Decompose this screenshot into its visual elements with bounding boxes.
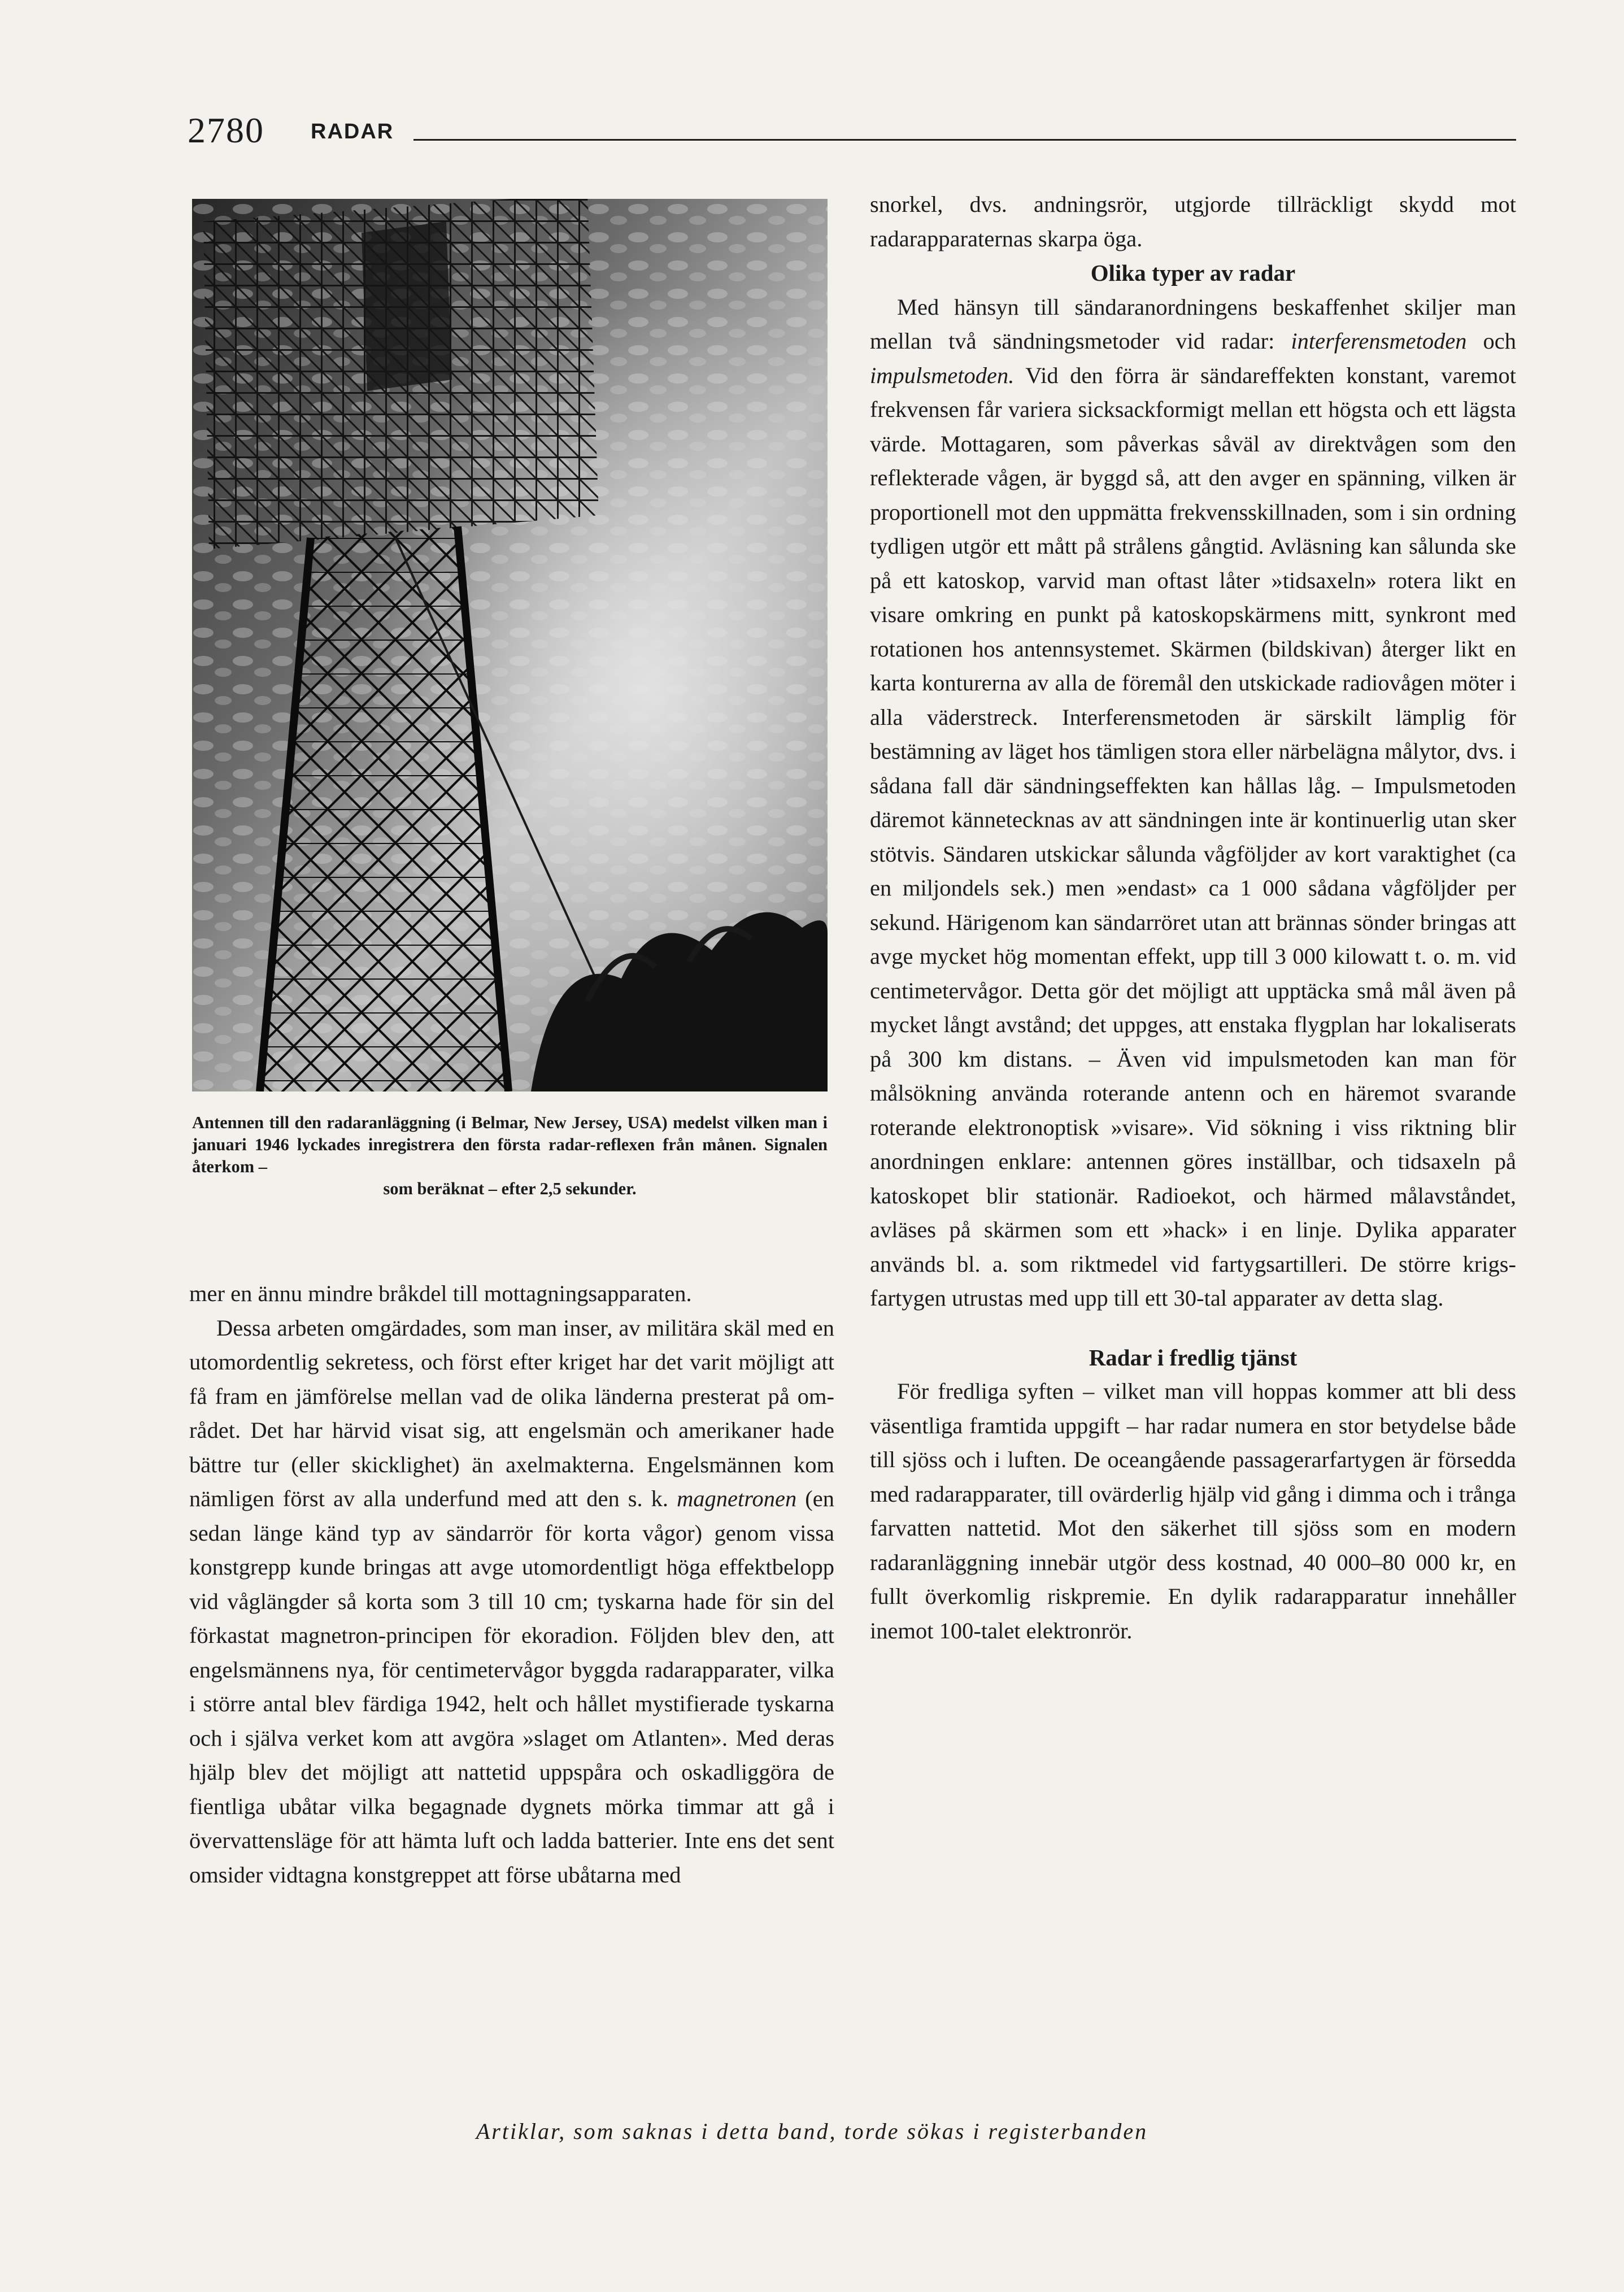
caption-line: som beräknat – efter 2,5 sekunder. xyxy=(383,1179,637,1198)
paragraph: Med hänsyn till sändaranordningens beskaffenhet skiljer man mellan två sändningsmetoder vid radar: interferensmetoden och impulsmetoden. Vid den förra är sändareffekten konstant, varemot frekvensen får variera sicksackformigt mellan ett högsta och ett lägsta värde. Mottagaren, som påverkas såväl av direktvågen som den reflekterade vågen, är byggd så, att den avger en spänning, vilken är proportionell mot den uppmätta frekvensskillnaden, som i sin ordning tydligen utgör ett mått på strålens gångtid. Avläsning kan sålunda ske på ett katoskop, varvid man oftast låter »tidsaxeln» rotera likt en visare omkring en punkt på katoskopskärmens mitt, synkront med rotationen hos antennsystemet. Skärmen (bildskivan) återger likt en karta konturerna av alla de föremål den utskickade radiovågen möter i alla väderstreck. Interferensmetoden är särskilt lämplig för bestämning av läget hos tämligen stora eller närbelägna målytor, dvs. i sådana fall där sändningseffekten kan hållas låg. – Impulsmetoden däremot kännetecknas av att sändningen inte är kontinuerlig utan sker stötvis. Sändaren utskickar sålunda vågföljder av kort varaktighet (ca en miljondels sek.) men »endast» ca 1 000 sådana vågföljder per sekund. Härigenom kan sändarröret utan att brännas sönder bringas att avge mycket hög momentan effekt, upp till 3 000 kilowatt t. o. m. vid centimetervågor. Detta gör det möjligt att upptäcka små mål även på mycket långt avstånd; det uppges, att enstaka flygplan har lokaliserats på 300 km distans. – Även vid impulsmetoden kan man för målsökning använda roterande antenn och en häremot svarande roterande elektronoptisk »visare». Vid sökning i viss riktning blir anordningen enklare: antennen göres inställbar, och tidsaxeln på katoskopet blir stationär. Radioekot, och härmed målavståndet, avläses på skärmen som ett »hack» i en linje. Dylika apparater används bl. a. som riktmedel vid fartygsartilleri. De större krigsfartygen utrustas med upp till ett 30-tal apparater av detta slag. xyxy=(870,294,1517,1311)
paragraph: snorkel, dvs. andningsrör, utgjorde tillräckligt skydd mot radarapparaternas skarpa öga. xyxy=(870,192,1516,251)
running-head: RADAR xyxy=(311,120,394,143)
section-heading: Olika typer av radar xyxy=(1090,260,1296,286)
caption-line: den första radar-reflexen från månen. Signalen återkom – xyxy=(192,1135,828,1176)
radar-antenna-photo xyxy=(192,199,828,1091)
figure-caption xyxy=(192,1112,828,1200)
paragraph: För fredliga syften – vilket man vill hoppas kommer att bli dess väsentliga framtida uppgift – har radar numera en stor betydelse både till sjöss och i luften. De oceangående passagerarfartygen är försedda med radarapparater, till ovärderlig hjälp vid gång i dimma och i trånga farvatten nattetid. Mot den säkerhet till sjöss som en modern radaranläggning innebär utgör dess kostnad, 40 000–80 000 kr, en fullt överkomlig riskpremie. En dylik radarapparatur innehåller inemot 100-talet elektronrör. xyxy=(870,1378,1516,1643)
antenna-tower-image xyxy=(192,199,828,1091)
paragraph: Dessa arbeten omgärdades, som man inser, av militära skäl med en utomordentlig sekretess, och först efter kriget har det varit möjligt att få fram en jämförelse mellan vad de olika länderna presterat på området. Det har härvid visat sig, att engelsmän och amerikaner hade bättre tur (eller skicklighet) än axelmakterna. Engelsmännen kom nämligen först av alla underfund med att den s. k. magnetronen (en sedan länge känd typ av sändarrör för korta vågor) genom vissa konstgrepp kunde bringas att avge utomordentligt höga effektbelopp vid våglängder så korta som 3 till 10 cm; tyskarna hade för sin del förkastat magnetron-principen för ekoradion. Följden blev den, att engelsmännens nya, för centimetervågor byggda radarapparater, vilka i större antal blev färdiga 1942, helt och hållet mystifierade tyskarna och i själva verket kom att avgöra »slaget om Atlanten». Med deras hjälp blev det möjligt att nattetid uppspåra och oskadliggöra de fientliga ubåtar vilka begagnade dygnets mörka timmar att gå i övervattensläge för att hämta luft och ladda batterier. Inte ens det sent omsider vidtagna konstgreppet att förse ubåtarna med xyxy=(189,1315,834,1887)
emphasis-term: magnetronen xyxy=(677,1486,797,1511)
emphasis-term: interferensmetoden xyxy=(1291,328,1467,354)
caption-line: Antennen till den radaranläggning (i Belmar, New Jersey, xyxy=(192,1113,622,1132)
header-rule xyxy=(413,139,1516,141)
paragraph: mer en ännu mindre bråkdel till mottagningsapparaten. xyxy=(189,1281,692,1306)
page-header xyxy=(188,111,1516,150)
caption-line: USA) medelst vilken man i januari 1946 lyckades inregistrera xyxy=(192,1113,828,1154)
footer-note: Artiklar, som saknas i detta band, torde sökas i registerbanden xyxy=(476,2119,1148,2144)
right-column xyxy=(870,188,1516,1648)
section-heading: Radar i fredlig tjänst xyxy=(1089,1344,1298,1371)
page-number: 2780 xyxy=(188,110,264,150)
emphasis-term: impulsmetoden. xyxy=(870,362,1015,388)
left-column xyxy=(189,1277,834,1892)
